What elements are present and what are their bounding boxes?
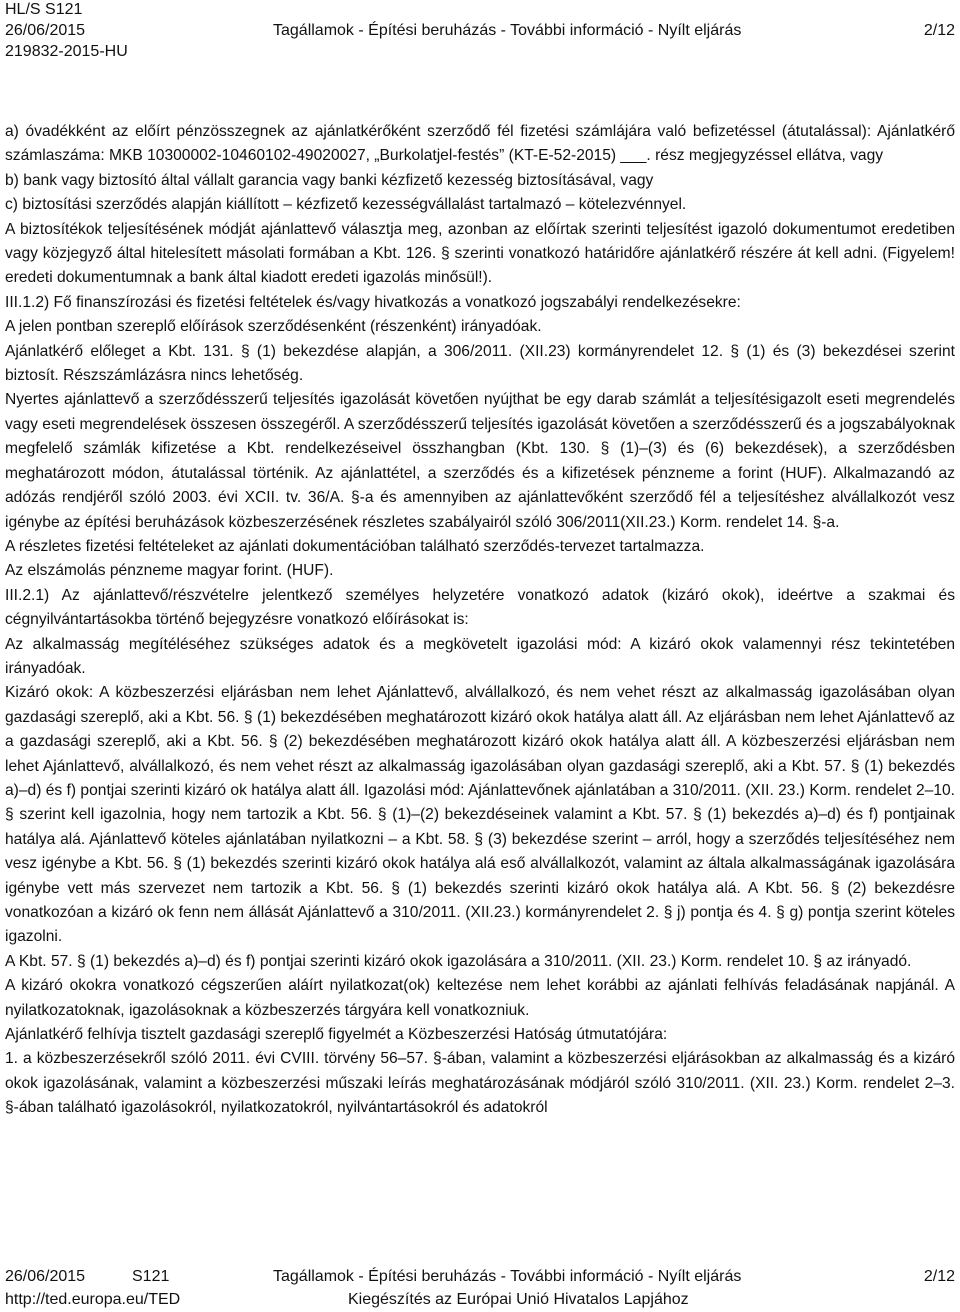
paragraph: A jelen pontban szereplő előírások szerződésenként (részenként) irányadóak.	[5, 318, 542, 336]
paragraph: Az alkalmasság megítéléséhez szükséges adatok és a megkövetelt igazolási mód: A kizáró okok valamennyi rész tekintetében irányadóak.	[5, 635, 955, 677]
paragraph: b) bank vagy biztosító által vállalt garancia vagy banki kézfizető kezesség biztosításával, vagy	[5, 171, 654, 189]
paragraph: A Kbt. 57. § (1) bekezdés a)–d) és f) pontjai szerinti kizáró okok igazolására a 310/2011. (XII. 23.) Korm. rendelet 10. § az irányadó.	[5, 952, 912, 970]
section-heading: III.1.2) Fő finanszírozási és fizetési feltételek és/vagy hivatkozás a vonatkozó jogszabályi rendelkezésekre:	[5, 293, 741, 311]
doc-id: HL/S S121	[5, 1, 83, 18]
page-footer	[5, 1266, 955, 1312]
paragraph: Az elszámolás pénzneme magyar forint. (HUF).	[5, 562, 334, 580]
footer-series: S121	[132, 1268, 170, 1285]
paragraph: A kizáró okokra vonatkozó cégszerűen aláírt nyilatkozat(ok) keltezése nem lehet korábbi az ajánlati felhívás feladásának napjánál. A nyilatkozatoknak, igazolásoknak a közbeszerzés tárgyára kell vonatkozniuk.	[5, 977, 955, 1019]
paragraph: A biztosítékok teljesítésének módját ajánlattevő választja meg, azonban az előírtak szerinti teljesítést igazoló dokumentumot eredetiben vagy közjegyző által hitelesített másolati formában a Kbt. 126. § szerinti vonatkozó határidőre ajánlatkérő részére át kell adni. (Figyelem! eredeti dokumentumnak a bank által kiadott eredeti igazolás minősül!).	[5, 220, 955, 287]
header-date: 26/06/2015	[5, 22, 86, 39]
paragraph: A részletes fizetési feltételeket az ajánlati dokumentációban található szerződés-tervezet tartalmazza.	[5, 537, 705, 555]
header-page-number: 2/12	[923, 22, 955, 39]
page-header	[5, 0, 955, 63]
paragraph: Kizáró okok: A közbeszerzési eljárásban nem lehet Ajánlattevő, alvállalkozó, és nem vehet részt az alkalmasság igazolásában olyan gazdasági szereplő, aki a Kbt. 56. § (1) bekezdésében meghatározott kizáró okok hatálya alatt áll. Az eljárásban nem lehet Ajánlattevő az a gazdasági szereplő, aki a Kbt. 56. § (2) bekezdésében meghatározott kizáró okok hatálya alatt áll. A közbeszerzési eljárásban nem lehet Ajánlattevő, alvállalkozó, és nem vehet részt az alkalmasság igazolásában olyan gazdasági szereplő, aki a Kbt. 57. § (1) bekezdés a)–d) és f) pontjai szerinti kizáró ok hatálya alatt áll. Igazolási mód: Ajánlattevőnek ajánlatában a 310/2011. (XII. 23.) Korm. rendelet 2–10. § szerint kell igazolnia, hogy nem tartozik a Kbt. 56. § (1)–(2) bekezdéseinek valamint a Kbt. 57. § (1) bekezdés a)–d) és f) pontjainak hatálya alá. Ajánlattevő köteles ajánlatában nyilatkozni – a Kbt. 58. § (3) bekezdése szerint – arról, hogy a szerződés teljesítéséhez nem vesz igénybe a Kbt. 56. § (1) bekezdés szerinti kizáró okok hatálya alá eső alvállalkozót, valamint az általa alkalmasságának igazolására igénybe vett más szervezet nem tartozik a Kbt. 56. § (1) bekezdés szerinti kizáró okok hatálya alá. A Kbt. 56. § (2) bekezdésre vonatkozóan a kizáró ok fenn nem állását Ajánlattevő a 310/2011. (XII.23.) kormányrendelet 2. § j) pontja és 4. § g) pontja szerint köteles igazolni.	[5, 684, 955, 946]
notice-reference: 219832-2015-HU	[5, 43, 128, 60]
footer-page-number: 2/12	[923, 1268, 955, 1285]
paragraph: Ajánlatkérő felhívja tisztelt gazdasági szereplő figyelmét a Közbeszerzési Hatóság útmutatójára:	[5, 1026, 668, 1044]
footer-date: 26/06/2015	[5, 1268, 86, 1285]
footer-title: Tagállamok - Építési beruházás - További információ - Nyílt eljárás	[273, 1268, 742, 1285]
document-body	[5, 120, 955, 1121]
paragraph: a) óvadékként az előírt pénzösszegnek az ajánlatkérőként szerződő fél fizetési számlájára való befizetéssel (átutalással): Ajánlatkérő számlaszáma: MKB 10300002-10460102-49020027, „Burkolatjel-festés” (KT-E-52-2015) ___. rész megjegyzéssel ellátva, vagy	[5, 123, 955, 165]
section-heading: III.2.1) Az ajánlattevő/részvételre jelentkező személyes helyzetére vonatkozó adatok (kizáró okok), ideértve a szakmai és cégnyilvántartásokba történő bejegyzésre vonatkozó előírásokat is:	[5, 586, 955, 629]
paragraph: c) biztosítási szerződés alapján kiállított – kézfizető kezességvállalást tartalmazó – kötelezvénnyel.	[5, 196, 687, 214]
footer-journal: Kiegészítés az Európai Unió Hivatalos Lapjához	[348, 1291, 689, 1308]
footer-url: http://ted.europa.eu/TED	[5, 1291, 181, 1308]
paragraph: Ajánlatkérő előleget a Kbt. 131. § (1) bekezdése alapján, a 306/2011. (XII.23) kormányrendelet 12. § (1) és (3) bekezdései szerint biztosít. Részszámlázásra nincs lehetőség.	[5, 342, 955, 385]
paragraph: Nyertes ajánlattevő a szerződésszerű teljesítés igazolását követően nyújthat be egy darab számlát a teljesítésigazolt eseti megrendelés vagy eseti megrendelések összesen összegéről. A szerződésszerű teljesítés igazolását követően a szerződésszerű és a jogszabályoknak megfelelő számlák kifizetése a Kbt. rendelkezéseivel összhangban (Kbt. 130. § (1)–(3) és (6) bekezdések), a szerződésben meghatározott módon, átutalással történik. Az ajánlattétel, a szerződés és a kifizetések pénzneme a forint (HUF). Alkalmazandó az adózás rendjéről szóló 2003. évi XCII. tv. 36/A. §-a és amennyiben az ajánlattevőként szerződő fél a teljesítéshez alvállalkozót vesz igénybe az építési beruházások közbeszerzésének részletes szabályairól szóló 306/2011(XII.23.) Korm. rendelet 14. §-a.	[5, 391, 956, 531]
paragraph: 1. a közbeszerzésekről szóló 2011. évi CVIII. törvény 56–57. §-ában, valamint a közbeszerzési eljárásokban az alkalmasság és a kizáró okok igazolásának, valamint a közbeszerzési műszaki leírás meghatározásának módjáról szóló 310/2011. (XII. 23.) Korm. rendelet 2–3. §-ában található igazolásokról, nyilatkozatokról, nyilvántartásokról és adatokról	[5, 1050, 955, 1117]
header-title: Tagállamok - Építési beruházás - További információ - Nyílt eljárás	[273, 22, 742, 39]
